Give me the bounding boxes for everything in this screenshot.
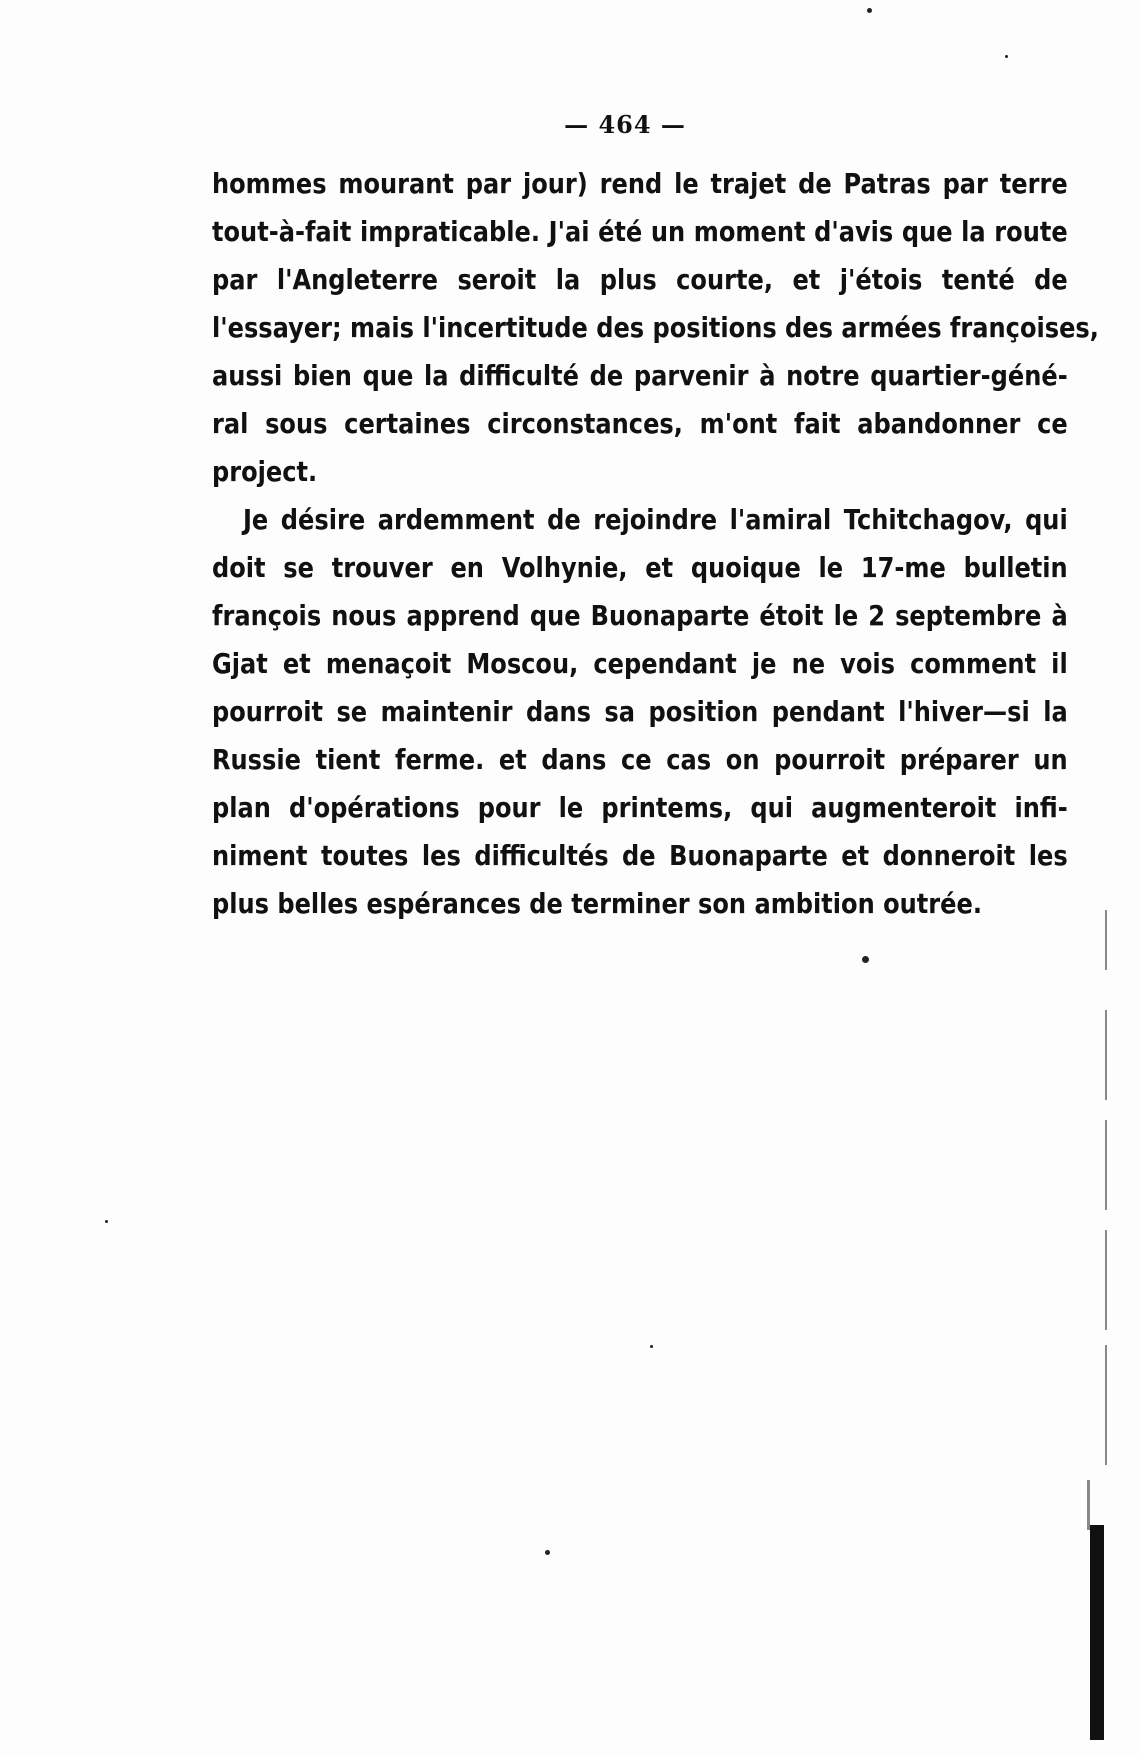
body-text [212, 160, 1099, 928]
scan-speck [105, 1220, 108, 1223]
scan-edge-line [1105, 1345, 1107, 1465]
scan-edge-line [1105, 1010, 1107, 1100]
paragraph-1 [212, 160, 1099, 496]
paragraph-2 [212, 496, 1068, 928]
scan-edge-line [1105, 1230, 1107, 1330]
text-line: Gjat et menaçoit Moscou, cependant je ne vois comment il [212, 647, 1068, 680]
text-line: project. [212, 455, 318, 488]
text-line: Russie tient ferme. et dans ce cas on pourroit préparer un [212, 743, 1068, 776]
page-number: — 464 — [564, 110, 686, 139]
scan-edge-line [1087, 1480, 1090, 1530]
text-line: par l'Angleterre seroit la plus courte, et j'étois tenté de [212, 263, 1068, 296]
scan-speck [867, 8, 872, 13]
scan-speck [650, 1345, 653, 1348]
scan-speck [1005, 55, 1008, 58]
text-line: plan d'opérations pour le printems, qui augmenteroit infi- [212, 791, 1068, 824]
text-line: hommes mourant par jour) rend le trajet de Patras par terre [212, 167, 1068, 200]
scan-edge-bar [1090, 1525, 1104, 1740]
text-line: ral sous certaines circonstances, m'ont fait abandonner ce [212, 407, 1068, 440]
scan-speck [545, 1550, 550, 1555]
text-line: plus belles espérances de terminer son ambition outrée. [212, 887, 982, 920]
text-line: Je désire ardemment de rejoindre l'amiral Tchitchagov, qui [242, 503, 1068, 536]
scan-speck [862, 956, 869, 963]
text-line: niment toutes les difficultés de Buonaparte et donneroit les [212, 839, 1068, 872]
text-line: pourroit se maintenir dans sa position pendant l'hiver—si la [212, 695, 1068, 728]
text-line: françois nous apprend que Buonaparte étoit le 2 septembre à [212, 599, 1068, 632]
text-line: aussi bien que la difficulté de parvenir à notre quartier-géné- [212, 359, 1068, 392]
text-line: doit se trouver en Volhynie, et quoique le 17-me bulletin [212, 551, 1068, 584]
scan-edge-line [1105, 910, 1107, 970]
text-line: l'essayer; mais l'incertitude des positions des armées françoises, [212, 311, 1099, 344]
scan-edge-line [1105, 1120, 1107, 1210]
text-line: tout-à-fait impraticable. J'ai été un moment d'avis que la route [212, 215, 1068, 248]
